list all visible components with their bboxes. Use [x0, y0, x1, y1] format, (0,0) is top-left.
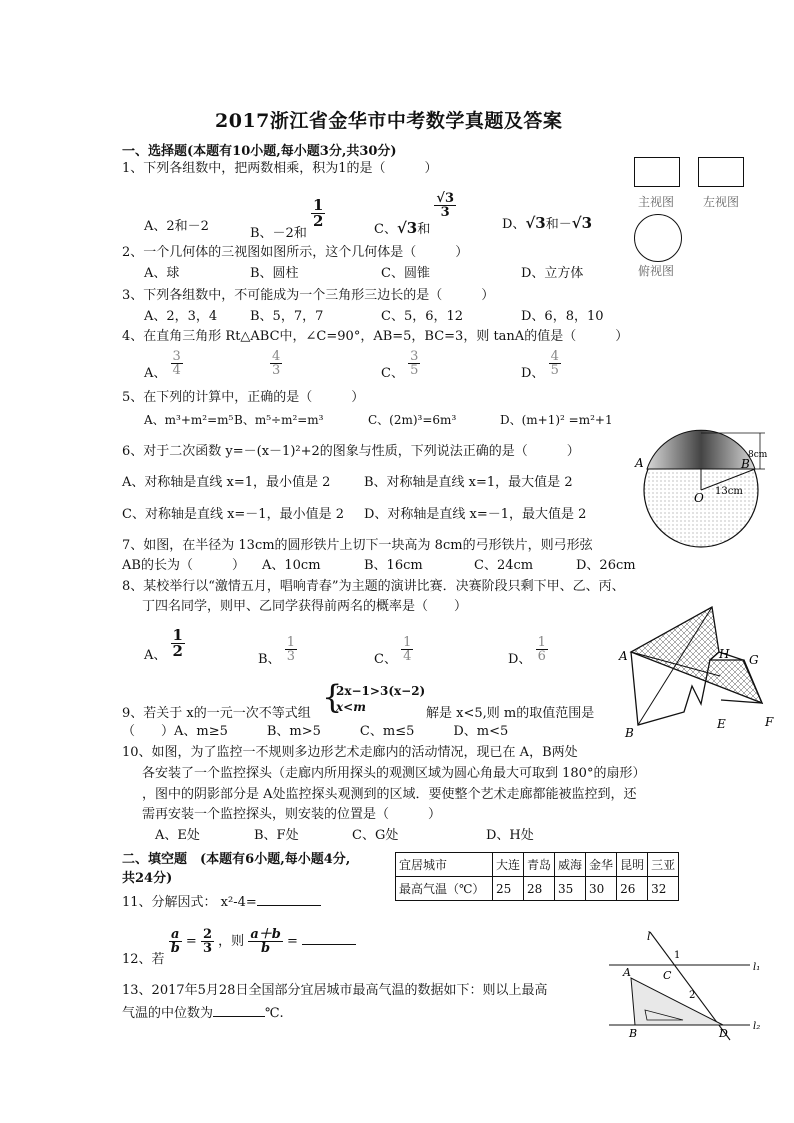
left-view-rect: [698, 157, 744, 187]
question-10-l3: ，图中的阴影部分是 A处监控探头观测到的区域．要使整个艺术走廊都能被监控到，还: [142, 787, 637, 802]
label-A: A: [635, 456, 644, 470]
option-b: B、F处: [254, 828, 299, 843]
question-9: 9、若关于 x的一元一次不等式组: [122, 706, 311, 721]
table-cell: 宜居城市: [396, 853, 493, 877]
label-B: B: [741, 457, 750, 471]
option-d: D、(m+1)² =m²+1: [500, 413, 613, 427]
section-heading: 一、选择题(本题有10小题,每小题3分,共30分): [122, 144, 397, 159]
table-cell: 26: [617, 877, 648, 901]
table-cell: 大连: [493, 853, 524, 877]
option-d: D、 $\frac{4}{5}$: [521, 349, 559, 381]
front-view-rect: [634, 157, 680, 187]
option-d: D、H处: [486, 828, 534, 843]
label-l2: l₂: [753, 1021, 761, 1032]
corridor-figure: [615, 600, 780, 740]
table-cell: 25: [493, 877, 524, 901]
label-C: C: [663, 969, 672, 982]
option-b: B、对称轴是直线 x=1，最大值是 2: [364, 475, 573, 490]
front-view-label: 主视图: [638, 195, 675, 209]
table-cell: 金华: [586, 853, 617, 877]
option-c: C、圆锥: [381, 266, 430, 281]
table-cell: 35: [555, 877, 586, 901]
question-1: 1、下列各组数中，把两数相乘，积为1的是（ ）: [122, 161, 438, 176]
option-a: A、 $\frac{3}{4}$: [144, 349, 181, 381]
option-b: B、5，7，7: [250, 309, 324, 324]
table-row: [396, 877, 679, 901]
option-b: B、 $\frac{1}{3}$: [258, 635, 295, 667]
question-4: 4、在直角三角形 Rt△ABC中，∠C=90°，AB=5，BC=3，则 tanA的值是（ ）: [122, 329, 629, 344]
question-12: 12、若 $\frac{a}{b}$ = $\frac{2}{3}$ ，则 $\frac{a+b}{b}$ =: [122, 922, 356, 949]
left-view-label: 左视图: [703, 195, 740, 209]
question-8: 8、某校举行以“激情五月，唱响青春”为主题的演讲比赛．决赛阶段只剩下甲、乙、丙、: [122, 579, 625, 594]
option-a: A、E处: [155, 828, 200, 843]
question-9-options: （ ）A、m≥5 B、m>5 C、m≤5 D、m<5: [122, 724, 509, 739]
option-c: C、√3和 $\frac{√3}{3}$: [374, 191, 454, 237]
label-B: B: [629, 1027, 638, 1040]
question-3: 3、下列各组数中，不可能成为一个三角形三边长的是（ ）: [122, 288, 495, 303]
option-a: A、2，3，4: [144, 309, 218, 324]
question-5: 5、在下列的计算中，正确的是（ ）: [122, 390, 365, 405]
question-8-cont: 丁四名同学，则甲、乙同学获得前两名的概率是（ ）: [142, 599, 468, 614]
option-b: B、m⁵÷m²=m³: [234, 413, 324, 427]
table-cell: 三亚: [648, 853, 679, 877]
label-l1: l₁: [753, 962, 761, 973]
option-d: D、立方体: [521, 266, 584, 281]
section-heading-cont: 共24分): [122, 871, 173, 886]
label-A: A: [623, 966, 631, 979]
option-a: A、球: [144, 266, 180, 281]
page-title: 2017浙江省金华市中考数学真题及答案: [215, 110, 563, 132]
question-10-l2: 各安装了一个监控探头（走廊内所用探头的观测区域为圆心角最大可取到 180°的扇形）: [142, 766, 646, 781]
label-l: l: [647, 930, 651, 943]
question-7-cont: AB的长为（ ）: [122, 558, 245, 573]
option-d: D、26cm: [576, 558, 636, 573]
question-7: 7、如图，在半径为 13cm的圆形铁片上切下一块高为 8cm的弓形铁片，则弓形弦: [122, 538, 593, 553]
label-1: 1: [674, 950, 681, 961]
option-c: C、 $\frac{3}{5}$: [381, 349, 419, 381]
question-9-cont: 解是 x<5,则 m的取值范围是: [426, 706, 595, 721]
table-row: [396, 853, 679, 877]
temperature-table: [395, 852, 679, 901]
label-F: F: [765, 715, 774, 729]
option-a: A、10cm: [262, 558, 321, 573]
option-b: $\frac{4}{3}$: [272, 349, 281, 378]
option-d: D、对称轴是直线 x=－1，最大值是 2: [364, 507, 587, 522]
top-view-circle: [634, 214, 682, 262]
option-a: A、2和－2: [144, 219, 209, 234]
option-d: D、√3和－√3: [502, 214, 593, 232]
table-cell: 30: [586, 877, 617, 901]
label-E: E: [717, 717, 726, 731]
label-B: B: [625, 726, 634, 740]
option-a: A、对称轴是直线 x=1，最小值是 2: [122, 475, 331, 490]
option-c: C、G处: [352, 828, 399, 843]
question-11: 11、分解因式： x²-4=: [122, 893, 321, 912]
question-13: 13、2017年5月28日全国部分宜居城市最高气温的数据如下：则以上最高: [122, 983, 548, 998]
label-H: H: [719, 647, 730, 661]
circle-segment-figure: [620, 420, 780, 570]
table-cell: 威海: [555, 853, 586, 877]
option-c: C、(2m)³=6m³: [368, 413, 457, 427]
option-b: B、16cm: [364, 558, 423, 573]
question-6: 6、对于二次函数 y=－(x－1)²+2的图象与性质，下列说法正确的是（ ）: [122, 444, 580, 459]
table-cell: 28: [524, 877, 555, 901]
option-a: A、 $\frac{1}{2}$: [144, 626, 183, 663]
table-cell: 最高气温（℃）: [396, 877, 493, 901]
option-d: D、 $\frac{1}{6}$: [508, 635, 546, 667]
question-10-l4: 需再安装一个监控探头，则安装的位置是（ ）: [142, 807, 442, 822]
option-b: B、圆柱: [250, 266, 299, 281]
option-b: B、－2和 $\frac{1}{2}$: [250, 196, 324, 241]
option-c: C、对称轴是直线 x=－1，最小值是 2: [122, 507, 344, 522]
section-heading: 二、填空题 (本题有6小题,每小题4分,: [122, 852, 351, 867]
option-a: A、m³+m²=m⁵: [144, 413, 234, 427]
label-2: 2: [689, 990, 696, 1001]
label-O: O: [694, 491, 704, 505]
table-cell: 青岛: [524, 853, 555, 877]
option-c: C、24cm: [474, 558, 534, 573]
question-10: 10、如图，为了监控一不规则多边形艺术走廊内的活动情况，现已在 A，B两处: [122, 745, 578, 760]
table-cell: 昆明: [617, 853, 648, 877]
question-2: 2、一个几何体的三视图如图所示，这个几何体是（ ）: [122, 245, 469, 260]
option-c: C、 $\frac{1}{4}$: [374, 635, 412, 667]
label-8cm: 8cm: [748, 450, 768, 460]
label-G: G: [749, 653, 759, 667]
parallel-lines-figure: [605, 928, 770, 1043]
option-d: D、6，8，10: [521, 309, 604, 324]
label-D: D: [719, 1027, 728, 1040]
label-A: A: [619, 649, 628, 663]
table-cell: 32: [648, 877, 679, 901]
label-13cm: 13cm: [715, 486, 743, 497]
option-c: C、5，6，12: [381, 309, 464, 324]
top-view-label: 俯视图: [638, 264, 675, 278]
question-13-l2: 气温的中位数为 ℃.: [122, 1006, 284, 1021]
